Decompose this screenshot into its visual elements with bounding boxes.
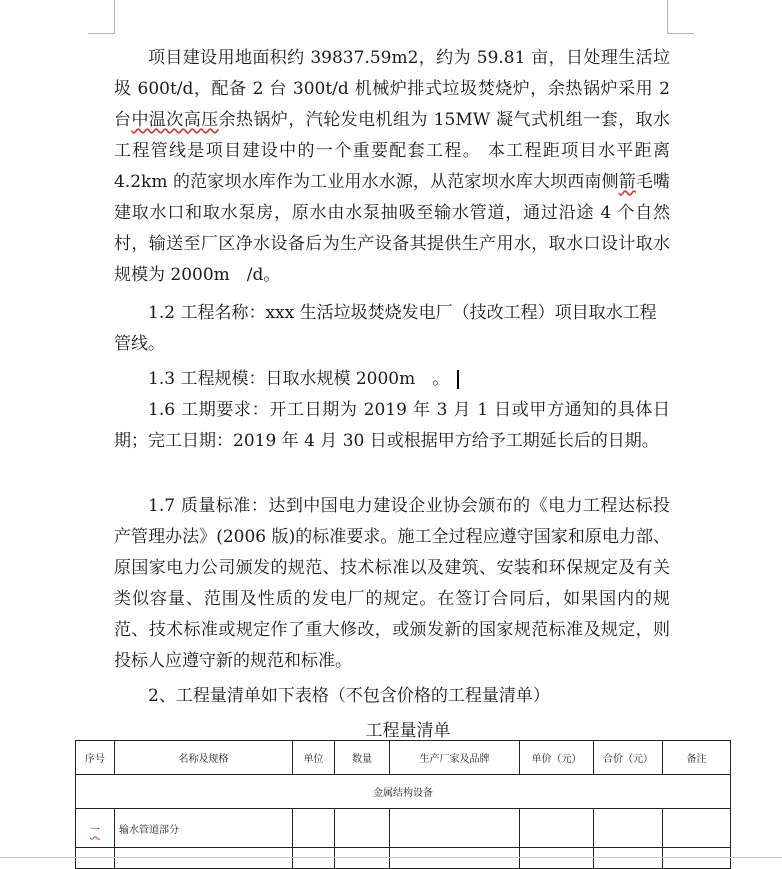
quantity-table [75, 740, 731, 869]
header-cell[interactable]: 数量 [335, 741, 390, 775]
table-cell[interactable] [594, 848, 663, 869]
text-cursor [457, 370, 459, 389]
table-header-row [76, 741, 731, 775]
row-index-text: 一 [90, 824, 100, 836]
project-intro-paragraph [114, 43, 670, 291]
table-title: 工程量清单 [365, 721, 451, 741]
table-cell[interactable] [335, 809, 390, 848]
table-cell[interactable] [115, 848, 293, 869]
header-cell[interactable]: 生产厂家及品牌 [390, 741, 520, 775]
page-margin-corner-right [667, 0, 694, 34]
page-bottom-divider [0, 857, 782, 858]
intro-text-a: 项目建设用地面积约 39837.59m2，约为 59.81 亩，日处理生活垃圾 600t/d，配备 2 台 300t/d 机械炉排式垃圾焚烧炉，余热锅炉采用 2 台 [114, 48, 670, 130]
header-cell[interactable]: 单价（元） [520, 741, 594, 775]
project-scale-text: 1.3 工程规模：日取水规模 2000m 。 [148, 369, 450, 389]
schedule-paragraph: 1.6 工期要求：开工日期为 2019 年 3 月 1 日或甲方通知的具体日期；完工日期：2019 年 4 月 30 日或根据甲方给予工期延长后的日期。 [114, 400, 670, 451]
table-cell[interactable] [520, 848, 594, 869]
intro-text-c: 毛嘴建取水口和取水泵房，原水由水泵抽吸至输水管道，通过沿途 4 个自然村，输送至厂区净水设备后为生产设备其提供生产用水，取水口设计取水规模为 2000m /d。 [114, 172, 671, 285]
table-row [76, 848, 731, 869]
table-section-row [76, 775, 731, 809]
row-index-cell[interactable] [76, 809, 115, 848]
table-cell[interactable] [594, 809, 663, 848]
table-cell[interactable] [76, 848, 115, 869]
table-cell[interactable] [390, 848, 520, 869]
table-cell[interactable] [390, 809, 520, 848]
table-row [76, 809, 731, 848]
table-cell[interactable] [520, 809, 594, 848]
table-cell[interactable] [335, 848, 390, 869]
spellcheck-flag-text-2[interactable]: 箭 [618, 172, 636, 192]
quantity-list-intro: 2、工程量清单如下表格（不包含价格的工程量清单） [148, 686, 550, 706]
header-cell[interactable]: 名称及规格 [115, 741, 293, 775]
page-margin-corner-left [88, 0, 115, 34]
table-cell[interactable] [663, 848, 731, 869]
table-cell[interactable] [663, 809, 731, 848]
header-cell[interactable]: 合价（元） [594, 741, 663, 775]
row-name-cell[interactable]: 输水管道部分 [115, 809, 293, 848]
project-name-paragraph: 1.2 工程名称：xxx 生活垃圾焚烧发电厂（技改工程）项目取水工程管线。 [114, 303, 657, 354]
section-cell[interactable]: 金属结构设备 [76, 775, 731, 809]
table-cell[interactable] [293, 809, 335, 848]
header-cell[interactable]: 备注 [663, 741, 731, 775]
project-scale-paragraph [114, 364, 670, 395]
spellcheck-flag-text[interactable]: 中温次高压 [131, 110, 219, 130]
quality-standard-paragraph: 1.7 质量标准：达到中国电力建设企业协会颁布的《电力工程达标投产管理办法》(2006 版)的标准要求。施工全过程应遵守国家和原电力部、原国家电力公司颁发的规范、技术标准以及建筑、安装和环保规定及有关类似容量、范围及性质的发电厂的规定。在签订合同后，如果国内的规范、技术标准或规定作了重大修改，或颁发新的国家规范标准及规定，则投标人应遵守新的规范和标准。 [114, 496, 670, 671]
table-cell[interactable] [293, 848, 335, 869]
header-cell[interactable]: 序号 [76, 741, 115, 775]
intro-text-b: 余热锅炉，汽轮发电机组为 15MW 凝气式机组一套，取水工程管线是项目建设中的一个重要配套工程。 本工程距项目水平距离 4.2km 的范家坝水库作为工业用水水源，从范家坝水库大坝西南侧 [114, 110, 670, 192]
header-cell[interactable]: 单位 [293, 741, 335, 775]
